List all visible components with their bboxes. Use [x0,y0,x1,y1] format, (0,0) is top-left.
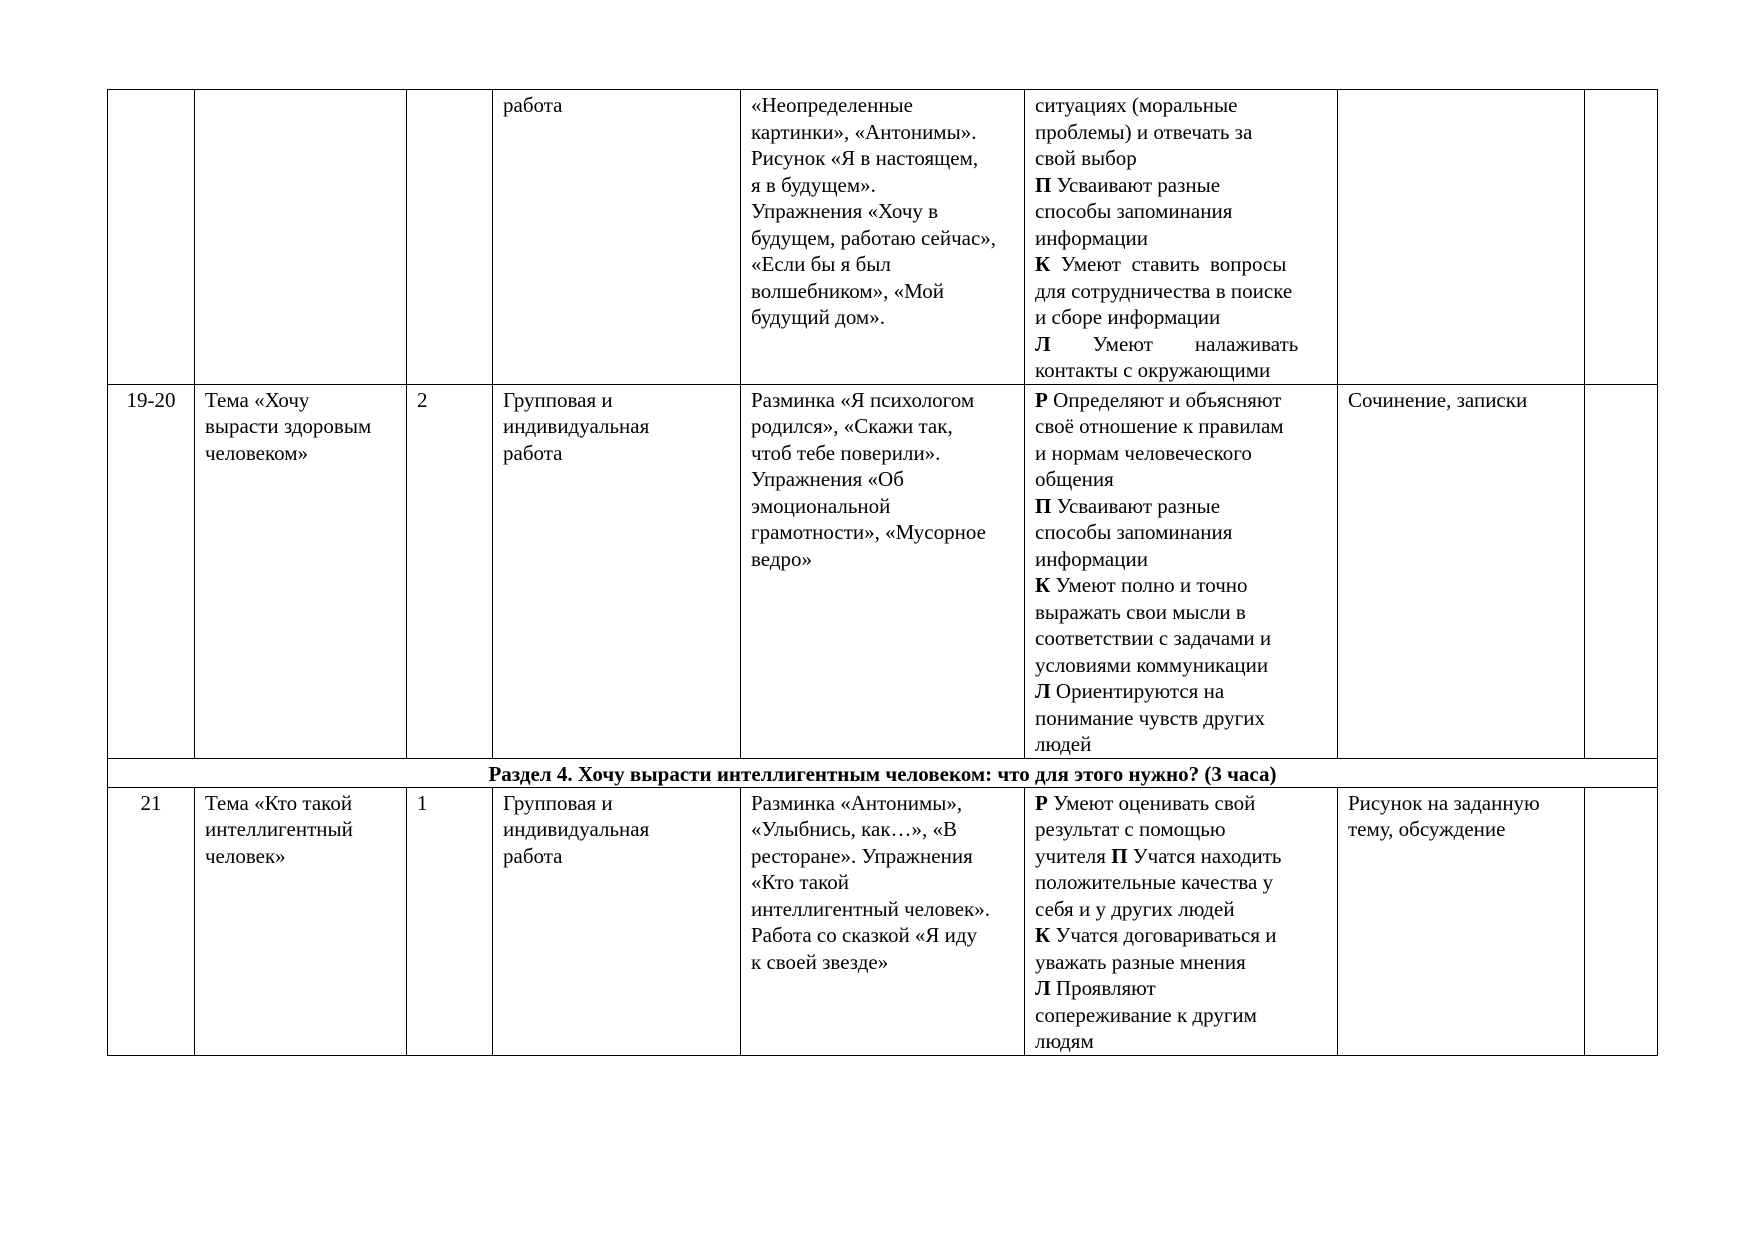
uud-line [1035,705,1327,732]
uud-line [1035,225,1327,252]
uud-text: уважать разные мнения [1035,949,1246,974]
content-cell [741,384,1025,758]
uud-text: выражать свои мысли в [1035,599,1246,624]
uud-text: ситуациях (моральные [1035,93,1238,117]
content-line: интеллигентный человек». [751,896,991,921]
form-line: работа [503,93,563,117]
uud-line [1035,975,1327,1002]
uud-text: Усваивают разные [1051,172,1221,197]
content-line: к своей звезде» [751,949,889,974]
uud-text: своё отношение к правилам [1035,414,1284,438]
hours-value: 1 [417,790,428,815]
uud-line [1035,172,1327,199]
uud-text: Ориентируются на [1050,679,1225,703]
uud-text: положительные качества у [1035,870,1274,894]
uud-text: учителя [1035,843,1112,868]
uud-lead-letter: Р [1035,387,1048,412]
hours-cell [407,787,493,1055]
control-form-cell [1338,787,1585,1055]
uud-text: проблемы) и отвечать за [1035,119,1253,144]
uud-line [1035,869,1327,896]
uud-lead-letter: П [1035,493,1052,518]
content-cell [741,90,1025,385]
topic-cell [195,90,407,385]
uud-line [1035,251,1327,278]
uud-text: информации [1035,225,1148,250]
note-cell [1585,384,1658,758]
content-cell [741,787,1025,1055]
note-cell [1585,787,1658,1055]
uud-text: свой выбор [1035,146,1137,170]
uud-text: контакты с окружающими [1035,358,1271,382]
uud-line [1035,119,1327,146]
uud-lead-letter: К [1035,573,1051,597]
uud-lead-letter: Р [1035,790,1048,815]
uud-line [1035,198,1327,225]
control-form-cell [1338,90,1585,385]
uud-cell [1025,90,1338,385]
uud-text: информации [1035,546,1148,571]
uud-text: Определяют и объясняют [1047,387,1282,412]
uud-text: и нормам человеческого [1035,440,1252,465]
uud-text: себя и у других людей [1035,896,1235,921]
form-line: работа [503,843,563,868]
uud-line [1035,413,1327,440]
control-line: Рисунок на заданную [1348,790,1540,815]
content-line: Работа со сказкой «Я иду [751,923,978,947]
topic-line: интеллигентный [205,817,353,841]
content-line: Рисунок «Я в настоящем, [751,146,979,170]
topic-cell [195,787,407,1055]
uud-line [1035,92,1327,119]
uud-line [1035,949,1327,976]
uud-lead-letter: П [1111,843,1128,868]
table-row [108,384,1658,758]
form-line: Групповая и [503,387,613,412]
uud-lead-letter: Л [1035,976,1051,1000]
uud-line [1035,304,1327,331]
uud-text: Умеют ставить вопросы [1050,252,1287,276]
uud-text: условиями коммуникации [1035,652,1269,677]
hours-cell [407,90,493,385]
uud-line [1035,546,1327,573]
uud-text: Учатся договариваться и [1050,923,1277,947]
content-line: волшебником», «Мой [751,278,945,303]
hours-cell [407,384,493,758]
topic-line: человеком» [205,440,309,465]
uud-line [1035,843,1327,870]
uud-lead-letter: К [1035,252,1051,276]
content-line: Разминка «Я психологом [751,387,975,412]
uud-line [1035,896,1327,923]
control-line: тему, обсуждение [1348,817,1506,841]
lesson-number-cell [108,90,195,385]
uud-text: Учатся находить [1127,843,1282,868]
content-line: картинки», «Антонимы». [751,119,977,144]
form-cell [493,90,741,385]
uud-line [1035,816,1327,843]
uud-line [1035,1028,1327,1055]
section-header-row [108,758,1658,787]
uud-text: и сборе информации [1035,305,1221,329]
uud-line [1035,572,1327,599]
uud-line [1035,466,1327,493]
table-row [108,90,1658,385]
uud-text: результат с помощью [1035,817,1226,841]
uud-line [1035,145,1327,172]
uud-text: способы запоминания [1035,520,1233,544]
content-line: грамотности», «Мусорное [751,520,986,544]
topic-line: человек» [205,843,286,868]
uud-line [1035,652,1327,679]
content-line: «Улыбнись, как…», «В [751,817,958,841]
uud-text: способы запоминания [1035,199,1233,223]
content-line: «Неопределенные [751,93,913,117]
uud-line [1035,599,1327,626]
lesson-number: 21 [140,790,162,815]
form-line: индивидуальная [503,817,650,841]
lesson-plan-table [107,89,1658,1056]
uud-cell [1025,787,1338,1055]
form-line: индивидуальная [503,414,650,438]
uud-line [1035,493,1327,520]
uud-line [1035,1002,1327,1029]
uud-text: сопереживание к другим [1035,1002,1257,1027]
uud-text: Умеют налаживать [1050,331,1299,356]
form-line: работа [503,440,563,465]
uud-line [1035,519,1327,546]
uud-line [1035,678,1327,705]
topic-cell [195,384,407,758]
content-line: «Если бы я был [751,252,891,276]
uud-text: Умеют полно и точно [1050,573,1248,597]
content-line: ресторане». Упражнения [751,843,973,868]
uud-line [1035,790,1327,817]
uud-text: для сотрудничества в поиске [1035,278,1293,303]
uud-text: Проявляют [1050,976,1156,1000]
content-line: «Кто такой [751,870,849,894]
table-row [108,787,1658,1055]
uud-line [1035,357,1327,384]
uud-text: людям [1035,1029,1094,1053]
topic-line: вырасти здоровым [205,414,372,438]
content-line: я в будущем». [751,172,876,197]
uud-line [1035,731,1327,758]
table-body [108,90,1658,1056]
content-line: родился», «Скажи так, [751,414,953,438]
uud-lead-letter: П [1035,172,1052,197]
uud-line [1035,922,1327,949]
section-title: Раздел 4. Хочу вырасти интеллигентным человеком: что для этого нужно? (3 часа) [108,758,1658,787]
topic-line: Тема «Кто такой [205,790,353,815]
uud-lead-letter: Л [1035,679,1051,703]
uud-text: понимание чувств других [1035,705,1266,730]
uud-line [1035,278,1327,305]
uud-text: Усваивают разные [1051,493,1221,518]
note-cell [1585,90,1658,385]
content-line: Разминка «Антонимы», [751,790,963,815]
uud-line [1035,625,1327,652]
uud-line [1035,387,1327,414]
form-cell [493,384,741,758]
content-line: эмоциональной [751,493,891,518]
uud-line [1035,331,1327,358]
uud-cell [1025,384,1338,758]
form-cell [493,787,741,1055]
uud-line [1035,440,1327,467]
content-line: будущий дом». [751,305,885,329]
lesson-number-cell [108,384,195,758]
hours-value: 2 [417,387,428,412]
uud-lead-letter: Л [1035,331,1051,356]
lesson-number: 19-20 [126,387,176,412]
lesson-number-cell [108,787,195,1055]
control-line: Сочинение, записки [1348,387,1528,412]
content-line: будущем, работаю сейчас», [751,225,997,250]
uud-lead-letter: К [1035,923,1051,947]
uud-text: общения [1035,467,1114,491]
content-line: ведро» [751,546,813,571]
uud-text: Умеют оценивать свой [1047,790,1256,815]
content-line: Упражнения «Об [751,467,904,491]
uud-text: людей [1035,732,1092,756]
control-form-cell [1338,384,1585,758]
content-line: Упражнения «Хочу в [751,199,939,223]
topic-line: Тема «Хочу [205,387,310,412]
form-line: Групповая и [503,790,613,815]
content-line: чтоб тебе поверили». [751,440,941,465]
uud-text: соответствии с задачами и [1035,626,1272,650]
